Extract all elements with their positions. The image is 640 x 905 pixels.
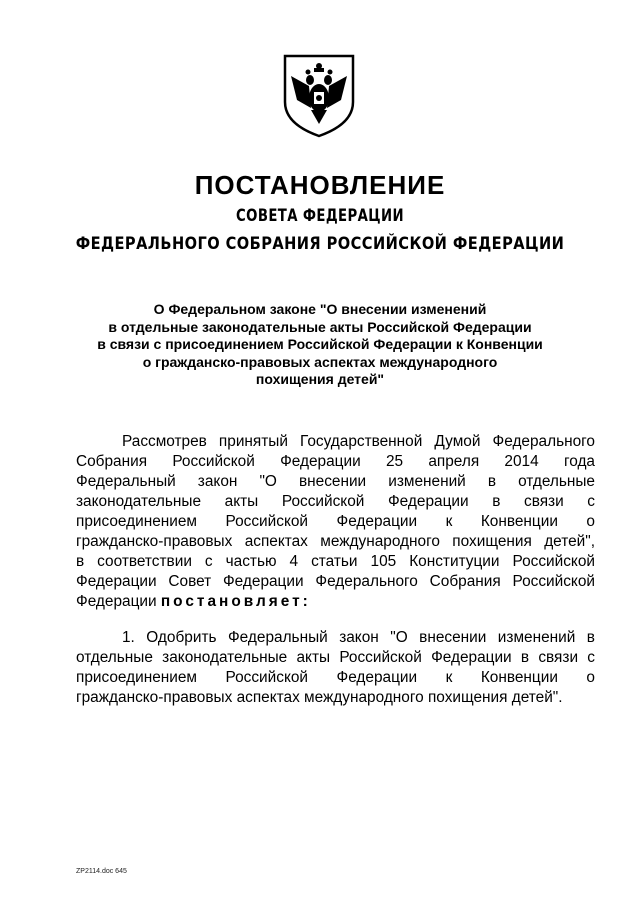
resolution-subject bbox=[80, 301, 560, 389]
subject-line: О Федеральном законе "О внесении изменений bbox=[153, 301, 487, 317]
body-line: отдельные законодательные акты Российской Федерации в связи с bbox=[76, 649, 595, 666]
subject-line: в отдельные законодательные акты Российской Федерации bbox=[108, 318, 532, 335]
decision-paragraph bbox=[76, 628, 595, 708]
body-text-prefix: Федерации bbox=[76, 593, 161, 610]
preamble-paragraph bbox=[76, 432, 595, 612]
body-line: гражданско-правовых аспектах международного похищения детей", bbox=[76, 533, 595, 550]
body-line: законодательные акты Российской Федерации в связи с bbox=[76, 493, 595, 510]
file-reference-code: ZP2114.doc 645 bbox=[76, 868, 127, 875]
body-line: присоединением Российской Федерации к Конвенции о bbox=[76, 669, 595, 686]
body-line: присоединением Российской Федерации к Конвенции о bbox=[76, 513, 595, 530]
subject-line: о гражданско-правовых аспектах международного bbox=[142, 353, 498, 370]
body-line: в соответствии с частью 4 статьи 105 Конституции Российской bbox=[76, 553, 595, 570]
body-line: Собрания Российской Федерации 25 апреля 2014 года bbox=[76, 453, 595, 470]
subject-line: в связи с присоединением Российской Федерации к Конвенции bbox=[97, 336, 543, 352]
body-line-final bbox=[76, 592, 595, 612]
body-line: гражданско-правовых аспектах международного похищения детей". bbox=[76, 689, 563, 706]
resolution-body bbox=[76, 432, 595, 708]
subject-line: похищения детей" bbox=[255, 371, 385, 387]
body-line: 1. Одобрить Федеральный закон "О внесении изменений в bbox=[122, 629, 595, 646]
coat-of-arms-icon bbox=[281, 52, 357, 138]
decree-word: постановляет: bbox=[160, 593, 311, 610]
body-line: Федерации Совет Федерации Федерального Собрания Российской bbox=[76, 573, 595, 590]
body-line: Рассмотрев принятый Государственной Думой Федерального bbox=[122, 433, 595, 450]
body-line: Федеральный закон "О внесении изменений в отдельные bbox=[76, 473, 595, 490]
council-name-line-1: СОВЕТА ФЕДЕРАЦИИ bbox=[236, 206, 404, 226]
document-type-title: ПОСТАНОВЛЕНИЕ bbox=[194, 170, 446, 200]
council-name-line-2: ФЕДЕРАЛЬНОГО СОБРАНИЯ РОССИЙСКОЙ ФЕДЕРАЦИИ bbox=[75, 234, 565, 254]
